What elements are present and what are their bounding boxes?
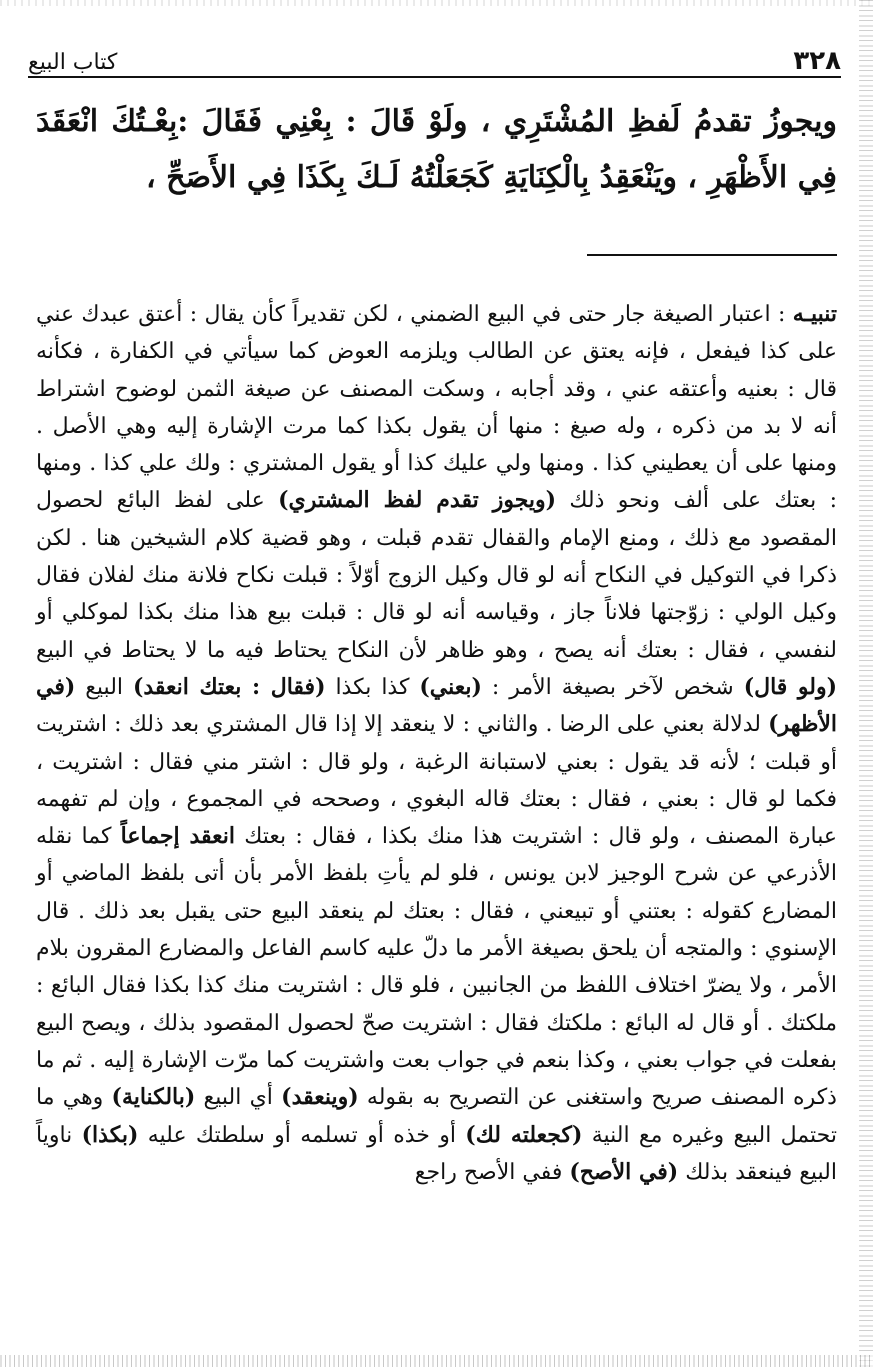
commentary-segment: أو خذه أو تسلمه أو سلطتك عليه (138, 1122, 466, 1148)
running-title: كتاب البيع (28, 50, 118, 75)
commentary-quoted-matn: (بالكناية) (111, 1084, 196, 1111)
commentary-quoted-matn: (بعني) (419, 673, 482, 700)
commentary-quoted-matn: (وينعقد) (281, 1084, 359, 1111)
commentary-segment: شخص لآخر بصيغة الأمر : (481, 674, 744, 700)
commentary-quoted-matn: (كجعلته لك) (465, 1121, 583, 1148)
commentary-text (36, 296, 837, 1191)
scan-edge-bottom (0, 1355, 873, 1367)
commentary-paragraph (36, 296, 837, 1191)
commentary-quoted-matn: (في الأصح) (569, 1158, 679, 1185)
matn-line: ويجوزُ تقدمُ لَفظِ المُشْتَرِي ، ولَوْ قَالَ : بِعْنِي فَقَالَ :بِعْـتُكَ انْعَقَدَ فِي الأَظْهَرِ ، ويَنْعَقِدُ (36, 104, 837, 195)
commentary-segment: كذا بكذا (325, 674, 420, 700)
commentary-segment: ناوياً البيع فينعقد بذلك (36, 1122, 837, 1185)
commentary-segment: لدلالة بعني على الرضا . والثاني : لا ينعقد إلا إذا قال المشتري بعد ذلك : اشتريت أو قبلت ؛ لأنه قد يقول : بعني لاستبانة الرغبة ، ولو قال : اشتر مني فقال : اشتريت ، فكما لو قال : بعني ، فقال : بعتك قاله البغوي ، وصححه في المجموع ، وإن لم تفهمه عبارة المصنف ، ولو قال : اشتريت هذا منك بكذا ، فقال : بعتك (36, 712, 837, 850)
commentary-segment: : اعتبار الصيغة جار حتى في البيع الضمني ، لكن تقديراً كأن يقال : أعتق عبدك عني على كذا فيفعل ، فإنه يعتق عن الطالب ويلزمه العوض كما سيأتي في الكفارة ، فكأنه قال : بعنيه وأعتقه عني ، وقد أجابه ، وسكت المصنف عن صيغة الثمن لوضوح اشتراط أنه لا بد من ذكره ، وله صيغ : منها أن يقول بكذا كما مرت الإشارة إليه وهي الأصل . ومنها على أن يعطيني كذا . ومنها ولي عليك كذا أو يقول المشتري : ولك علي كذا . ومنها : بعتك على ألف ونحو ذلك (36, 302, 837, 514)
commentary-quoted-matn: انعقد إجماعاً (120, 823, 236, 850)
commentary-segment: أي البيع (195, 1085, 282, 1111)
commentary-quoted-matn: (في الأظهر) (36, 673, 837, 738)
commentary-segment: ففي الأصح راجع (414, 1159, 570, 1185)
commentary-segment: وهي ما تحتمل البيع وغيره مع النية (36, 1085, 837, 1148)
commentary-quoted-matn: (بكذا) (81, 1121, 139, 1148)
commentary-quoted-matn: (ولو قال) (743, 673, 838, 700)
scan-edge-top (0, 0, 873, 6)
commentary-quoted-matn: تنبيـه (792, 301, 837, 327)
separator-rule (587, 254, 837, 256)
commentary-segment: كما نقله الأذرعي عن شرح الوجيز لابن يونس ، فلو لم يأتِ بلفظ الأمر بأن أتى بلفظ الماضي أو المضارع كقوله : بعتني أو تبيعني ، فقال : بعتك لم ينعقد البيع حتى يقبل بعد ذلك . قال الإسنوي : والمتجه أن يلحق بصيغة الأمر ما دلّ عليه كاسم الفاعل والمضارع المقرون بلام الأمر ، ولا يضرّ اختلاف اللفظ من الجانبين ، فلو قال : اشتريت منك كذا بكذا فقال البائع : ملكتك . أو قال له البائع : ملكتك فقال : اشتريت صحّ لحصول المقصود بذلك ، ويصح البيع بفعلت في جواب بعني ، وكذا بنعم في جواب بعت واشتريت كما مرّت الإشارة إليه . ثم ما ذكره المصنف صريح واستغنى عن التصريح به بقوله (36, 824, 837, 1111)
commentary-quoted-matn: (فقال : بعتك انعقد) (132, 673, 326, 700)
page-number: ٣٢٨ (793, 46, 841, 76)
commentary-segment: على لفظ البائع لحصول المقصود مع ذلك ، ومنع الإمام والقفال تقدم قبلت ، وهو قضية كلام الشيخين هنا . لكن ذكرا في التوكيل في النكاح أنه لو قال وكيل الزوج أوّلاً : قبلت نكاح فلانة منك لفلان فقال وكيل الولي : زوّجتها فلاناً جاز ، وقياسه أنه لو قال : قبلت بيع هذا منك بكذا لموكلي أو لنفسي ، فقال : بعتك أنه يصح ، وهو ظاهر لأن النكاح يحتاط فيه ما لا يحتاط في البيع (36, 488, 837, 663)
page-header (28, 34, 841, 78)
matn-text (36, 94, 837, 206)
commentary-segment: البيع (75, 674, 133, 700)
scan-edge-right (859, 0, 873, 1367)
matn-line: بِالْكِنَايَةِ كَجَعَلْتُهُ لَـكَ بِكَذَا فِي الأَصَحِّ ، (145, 160, 590, 195)
commentary-quoted-matn: (ويجوز تقدم لفظ المشتري) (278, 487, 557, 514)
